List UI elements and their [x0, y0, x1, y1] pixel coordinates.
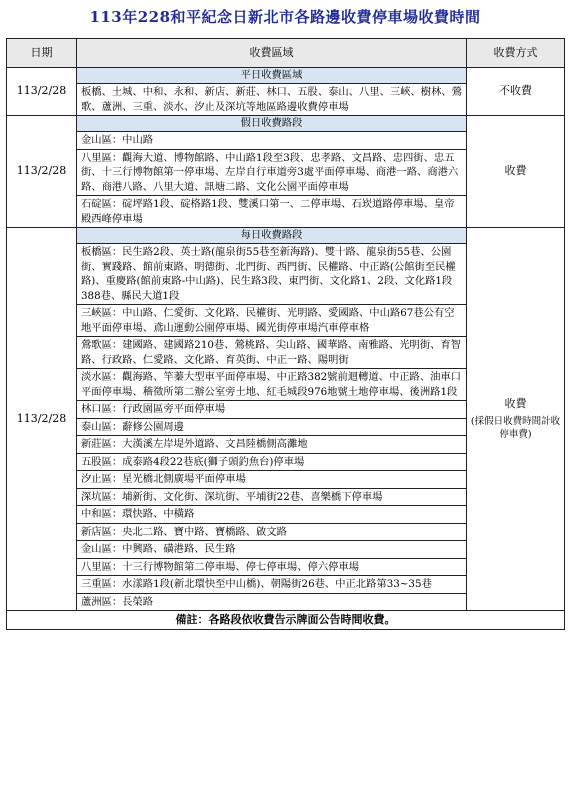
area-row: 汐止區：星光橋北側廣場平面停車場 [77, 471, 466, 489]
section-weekday [7, 68, 565, 116]
area-row: 深坑區：埔新街、文化街、深坑街、平埔街22巷、喜樂橋下停車場 [77, 489, 466, 507]
section-heading: 假日收費路段 [77, 116, 466, 132]
header-row [7, 39, 565, 68]
area-row: 板橋區：民生路2段、英士路(龍泉街55巷至新海路)、雙十路、龍泉街55巷、公園街、實踐路、館前東路、明德街、北門街、西門街、民權路、中正路(公館街至民權路)、重慶路(館前東路-中山路)、民生路3段、東門街、文化路1、2段、文化路1段388巷、縣民大道1段 [77, 244, 466, 305]
area-row: 蘆洲區：長榮路 [81, 595, 154, 608]
footnote-row [7, 611, 565, 630]
section-date: 113/2/28 [7, 116, 77, 228]
section-heading: 平日收費區域 [77, 68, 466, 84]
area-row: 中和區：環快路、中橫路 [77, 506, 466, 524]
area-row: 五股區：成泰路4段22巷底(獅子頭釣魚台)停車場 [77, 454, 466, 472]
section-date: 113/2/28 [7, 68, 77, 116]
footnote: 備註：各路段依收費告示牌面公告時間收費。 [7, 611, 565, 630]
area-row: 石碇區：碇坪路1段、碇格路1段、雙溪口第一、二停車場、石崁道路停車場、皇帝殿西峰停車場 [81, 198, 455, 225]
section-holiday [7, 116, 565, 228]
section-method [467, 68, 565, 116]
section-areas [77, 116, 467, 228]
area-row: 淡水區：觀海路、竿蓁大型車平面停車場、中正路382號前迴轉道、中正路、油車口平面停車場、稽徵所第二辦公室旁土地、紅毛城段976地號土地停車場、後洲路1段 [77, 369, 466, 401]
section-method [467, 228, 565, 611]
area-row: 新店區：央北二路、寶中路、寶橋路、啟文路 [77, 524, 466, 542]
method-label: 不收費 [499, 84, 532, 98]
method-note: (採假日收費時間計收停車費) [470, 415, 561, 440]
area-row: 金山區：中山路 [77, 132, 466, 150]
area-row: 林口區：行政園區旁平面停車場 [77, 401, 466, 419]
section-heading: 每日收費路段 [77, 228, 466, 244]
header-date: 日期 [7, 39, 77, 68]
section-method [467, 116, 565, 228]
area-row: 新莊區：大漢溪左岸堤外道路、文昌陸橋側高灘地 [77, 436, 466, 454]
area-row: 三峽區：中山路、仁愛街、文化路、民權街、光明路、愛國路、中山路67巷公有空地平面停車場、鳶山運動公園停車場、國光街停車場汽車停車格 [77, 305, 466, 337]
area-row: 八里區：觀海大道、博物館路、中山路1段至3段、忠孝路、文昌路、忠四街、忠五街、十三行博物館第一停車場、左岸自行車道旁3處平面停車場、商港一路、商港六路、商港八路、八里大道、訊塘二路、文化公園平面停車場 [77, 150, 466, 197]
section-areas [77, 68, 467, 116]
section-daily [7, 228, 565, 611]
area-row: 金山區：中興路、磺港路、民生路 [77, 541, 466, 559]
fee-schedule-table [6, 38, 565, 630]
section-areas [77, 228, 467, 611]
area-row: 泰山區：辭修公園周邊 [77, 419, 466, 437]
header-method: 收費方式 [467, 39, 565, 68]
header-area: 收費區域 [77, 39, 467, 68]
area-row: 板橋、土城、中和、永和、新店、新莊、林口、五股、泰山、八里、三峽、樹林、鶯歌、蘆洲、三重、淡水、汐止及深坑等地區路邊收費停車場 [81, 86, 462, 113]
method-label: 收費 [504, 164, 527, 178]
method-label: 收費 [504, 397, 527, 411]
area-row: 八里區：十三行博物館第二停車場、停七停車場、停六停車場 [77, 559, 466, 577]
page-title: 113年228和平紀念日新北市各路邊收費停車場收費時間 [89, 8, 481, 26]
area-row: 鶯歌區：建國路、建國路210巷、鶯桃路、尖山路、國華路、南雅路、光明街、育智路、行政路、仁愛路、文化路、育英街、中正一路、陽明街 [77, 337, 466, 369]
area-row: 三重區：水漾路1段(新北環快至中山橋)、朝陽街26巷、中正北路第33~35巷 [77, 576, 466, 594]
section-date: 113/2/28 [7, 228, 77, 611]
